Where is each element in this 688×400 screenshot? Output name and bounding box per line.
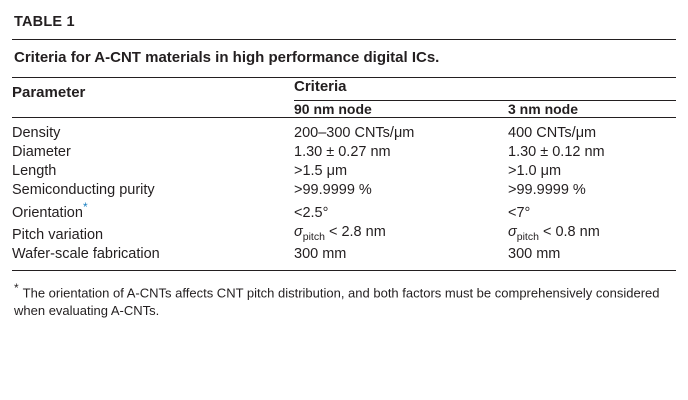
table-row <box>12 162 676 181</box>
table-row <box>12 223 676 245</box>
row-value-3nm: <7° <box>508 205 531 222</box>
subheader-node-3: 3 nm node <box>508 101 676 118</box>
header-parameter: Parameter <box>12 77 294 101</box>
footnote-ref-icon[interactable]: * <box>82 200 88 215</box>
row-parameter: Diameter <box>12 143 71 160</box>
header-criteria-label: Criteria <box>294 78 676 101</box>
table-footnote <box>12 271 676 319</box>
sigma-rest: < 0.8 nm <box>538 224 600 241</box>
table-header-row <box>12 77 676 101</box>
sigma-subscript: pitch <box>516 231 539 244</box>
table-row <box>12 245 676 270</box>
row-value-90nm: 1.30 ± 0.27 nm <box>294 143 391 160</box>
header-criteria <box>294 77 676 101</box>
sigma-rest: < 2.8 nm <box>324 224 386 241</box>
row-value-3nm: >99.9999 % <box>508 182 586 199</box>
row-value-3nm: 400 CNTs/μm <box>508 124 597 141</box>
row-value-3nm <box>508 223 676 245</box>
row-value-90nm: 200–300 CNTs/μm <box>294 124 415 141</box>
row-parameter: Orientation <box>12 205 83 222</box>
table-row <box>12 181 676 200</box>
row-parameter-orientation <box>12 200 294 223</box>
sigma-symbol: σ <box>508 224 517 241</box>
subheader-blank <box>12 101 294 118</box>
footnote-text: The orientation of A-CNTs affects CNT pitch distribution, and both factors must be comprehensively considered when evaluating A-CNTs. <box>14 285 660 318</box>
row-value-90nm: >99.9999 % <box>294 182 372 199</box>
table-row <box>12 200 676 223</box>
row-value-90nm: <2.5° <box>294 205 329 222</box>
sigma-subscript: pitch <box>302 231 325 244</box>
row-value-3nm: 1.30 ± 0.12 nm <box>508 143 605 160</box>
row-value-90nm: >1.5 μm <box>294 163 348 179</box>
row-value-3nm: 300 mm <box>508 245 561 262</box>
subheader-node-90: 90 nm node <box>294 101 508 118</box>
row-value-90nm <box>294 223 508 245</box>
row-value-90nm: 300 mm <box>294 245 347 262</box>
row-value-3nm: >1.0 μm <box>508 163 562 179</box>
row-parameter: Density <box>12 124 61 141</box>
table-caption: Criteria for A-CNT materials in high performance digital ICs. <box>14 49 440 66</box>
table-label: TABLE 1 <box>14 14 75 30</box>
row-parameter: Semiconducting purity <box>12 182 155 199</box>
table-row <box>12 117 676 143</box>
table-subheader-row <box>12 101 676 118</box>
criteria-table <box>12 77 676 270</box>
sigma-symbol: σ <box>294 224 303 241</box>
table-row <box>12 143 676 162</box>
footnote-marker: * <box>14 281 19 296</box>
row-parameter: Length <box>12 163 57 179</box>
row-parameter: Wafer-scale fabrication <box>12 245 160 262</box>
row-parameter: Pitch variation <box>12 226 104 243</box>
